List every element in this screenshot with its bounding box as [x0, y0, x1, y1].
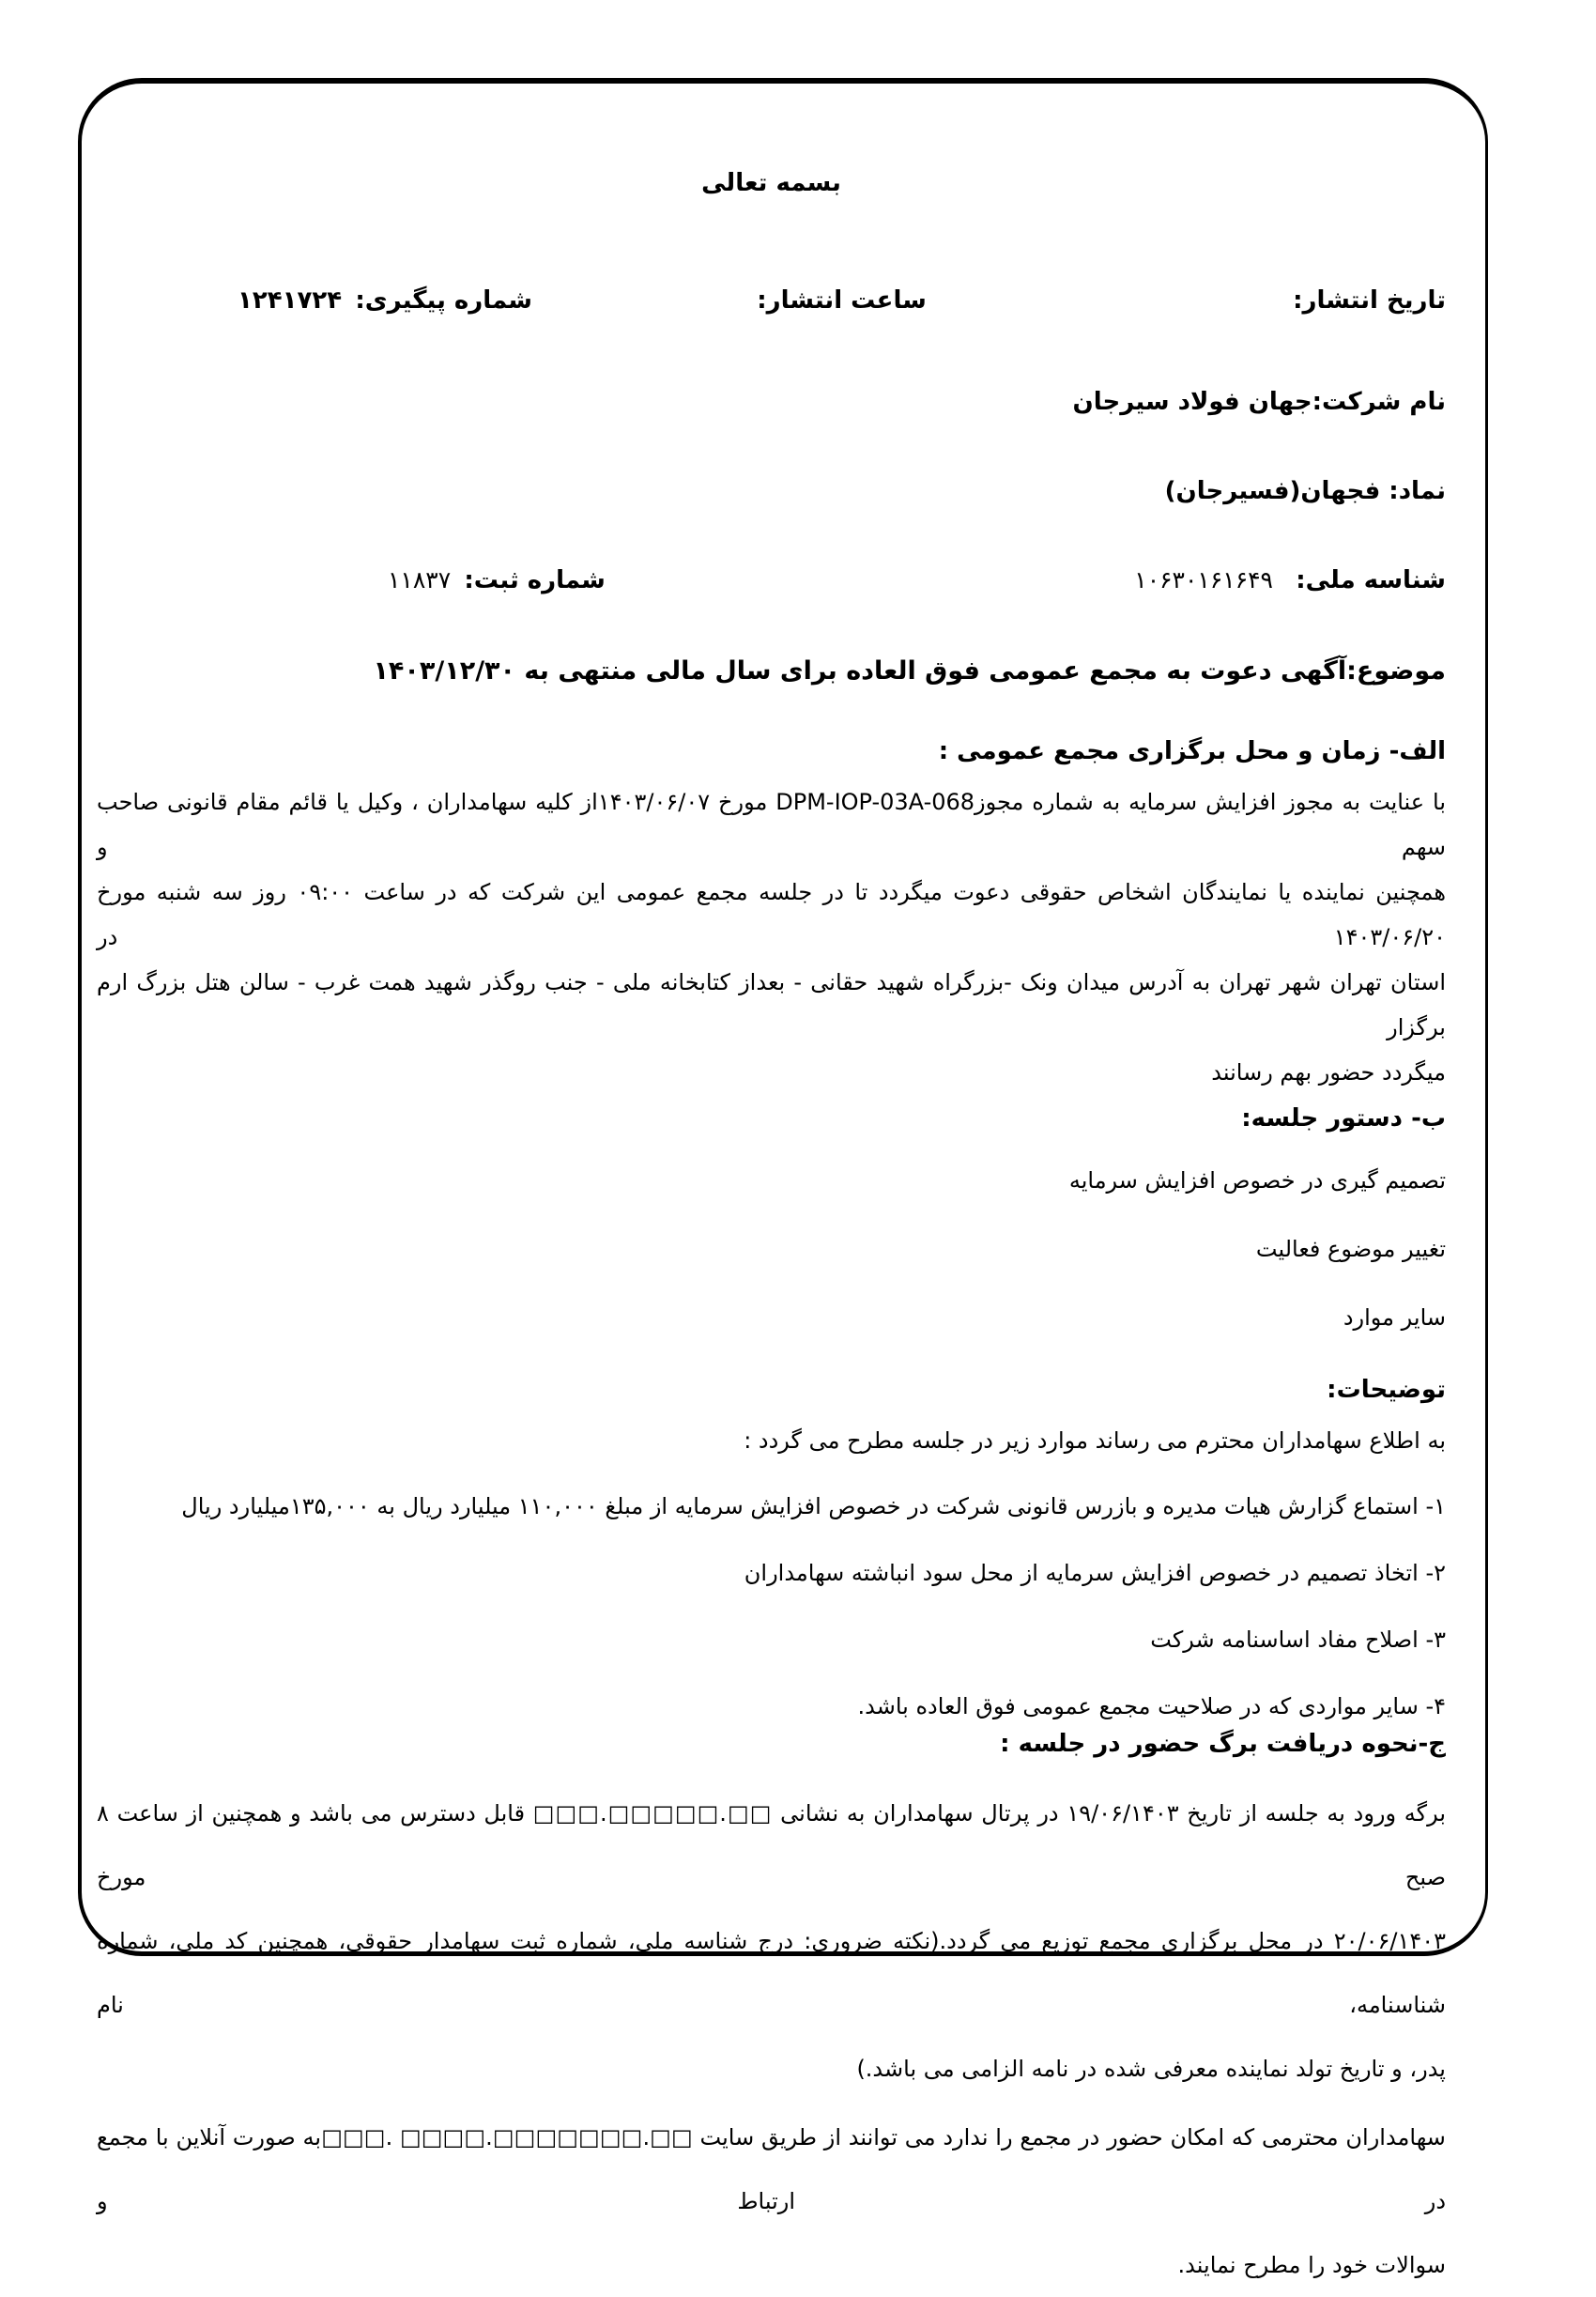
besmellah-text: بسمه تعالی [701, 169, 841, 197]
section-c-heading: ج-نحوه دریافت برگ حضور در جلسه : [1000, 1730, 1446, 1758]
company-name-label: نام شرکت: [1312, 388, 1446, 416]
paragraph-line: با عنایت به مجوز افزایش سرمایه به شماره مجوزDPM-IOP-03A-068 مورخ ۱۴۰۳/۰۶/۰۷از کلیه سهامداران ، وکیل یا قائم مقام قانونی صاحب سهم و [97, 789, 1447, 860]
publish-time-label: ساعت انتشار: [757, 286, 927, 315]
company-name-value: جهان فولاد سیرجان [1072, 388, 1312, 416]
online-meeting-url-placeholder: □□□. □□□□.□□□□□□□.□□ [321, 2124, 693, 2151]
tracking-number: ۱۲۴۱۷۲۴ [238, 286, 343, 315]
subject-title: موضوع:آگهی دعوت به مجمع عمومی فوق العاده برای سال مالی منتهی به ۱۴۰۳/۱۲/۳۰ [373, 656, 1446, 686]
agenda-item: تصمیم گیری در خصوص افزایش سرمایه [1068, 1167, 1446, 1194]
paragraph-line: پدر، و تاریخ تولد نماینده معرفی شده در نامه الزامی می باشد.) [856, 2056, 1446, 2082]
paragraph-text: سهامداران محترمی که امکان حضور در مجمع را ندارد می توانند از طریق سایت [692, 2124, 1446, 2151]
company-name-row [97, 383, 1446, 421]
national-id-label: شناسه ملی: [1296, 566, 1446, 594]
paragraph-text: قابل دسترس می باشد و همچنین از ساعت ۸ صبح مورخ [97, 1800, 1446, 1890]
symbol-row [97, 472, 1446, 510]
paragraph-text: برگه ورود به جلسه از تاریخ ۱۹/۰۶/۱۴۰۳ در پرتال سهامداران به نشانی [772, 1800, 1447, 1827]
register-number-label: شماره ثبت: [464, 566, 606, 594]
explanations-intro: به اطلاع سهامداران محترم می رساند موارد زیر در جلسه مطرح می گردد : [744, 1427, 1446, 1454]
explanation-item: ۳- اصلاح مفاد اساسنامه شرکت [1150, 1626, 1446, 1653]
section-a-heading: الف- زمان و محل برگزاری مجمع عمومی : [938, 737, 1446, 765]
publish-date [927, 282, 1446, 319]
paragraph-line: استان تهران شهر تهران به آدرس میدان ونک -بزرگراه شهید حقانی - بعداز کتابخانه ملی - جنب روگذر شهید همت غرب - سالن هتل بزرگ ارم برگزار [97, 969, 1446, 1041]
ids-row [97, 562, 1446, 599]
agenda-item: سایر موارد [1343, 1304, 1446, 1331]
explanations-heading: توضیحات: [1327, 1376, 1446, 1404]
explanation-item: ۴- سایر مواردی که در صلاحیت مجمع عمومی فوق العاده باشد. [857, 1693, 1446, 1719]
paragraph-line: همچنین نماینده یا نمایندگان اشخاص حقوقی دعوت میگردد تا در جلسه مجمع عمومی این شرکت که در ساعت ۰۹:۰۰ روز سه شنبه مورخ ۱۴۰۳/۰۶/۲۰ در [97, 879, 1446, 950]
section-c-paragraph-2 [97, 2105, 1446, 2297]
register-number-value: ۱۱۸۳۷ [388, 566, 452, 594]
paragraph-line: میگردد حضور بهم رسانند [1211, 1059, 1446, 1086]
paragraph-line [97, 2105, 1446, 2233]
section-b-heading: ب- دستور جلسه: [1241, 1104, 1446, 1133]
agenda-item: تغییر موضوع فعالیت [1255, 1236, 1446, 1262]
document-frame [78, 78, 1488, 2278]
explanation-item: ۱- استماع گزارش هیات مدیره و بازرس قانونی شرکت در خصوص افزایش سرمایه از مبلغ ۱۱۰,۰۰۰ میلیارد ریال به ۱۳۵,۰۰۰میلیارد ریال [181, 1493, 1446, 1519]
tracking-label: شماره پیگیری: [355, 286, 532, 315]
register-number [388, 562, 606, 599]
section-a-paragraph [97, 779, 1446, 1095]
explanation-item: ۲- اتخاذ تصمیم در خصوص افزایش سرمایه از محل سود انباشته سهامداران [744, 1560, 1446, 1586]
paragraph-line: سوالات خود را مطرح نمایند. [1177, 2252, 1446, 2278]
section-c-paragraph-1 [97, 1781, 1446, 2101]
publish-date-label: تاریخ انتشار: [1293, 286, 1446, 315]
symbol-value: فجهان(فسیرجان) [1164, 477, 1381, 505]
publish-info-row [97, 282, 1446, 319]
symbol-label: نماد: [1389, 477, 1446, 505]
paragraph-line [97, 1781, 1446, 1909]
paragraph-text: به صورت آنلاین با مجمع در ارتباط و [97, 2124, 1446, 2214]
national-id [1134, 562, 1446, 599]
publish-time [757, 282, 927, 319]
paragraph-line: ۲۰/۰۶/۱۴۰۳ در محل برگزاری مجمع توزیع می گردد.(نکته ضروری: درج شناسه ملی، شماره ثبت سهامدار حقوقی، همچنین کد ملی، شماره شناسنامه، نام [97, 1928, 1446, 2018]
national-id-value: ۱۰۶۳۰۱۶۱۶۴۹ [1134, 566, 1273, 594]
portal-url-placeholder: □□□.□□□□□.□□ [532, 1800, 773, 1827]
tracking [238, 282, 757, 319]
